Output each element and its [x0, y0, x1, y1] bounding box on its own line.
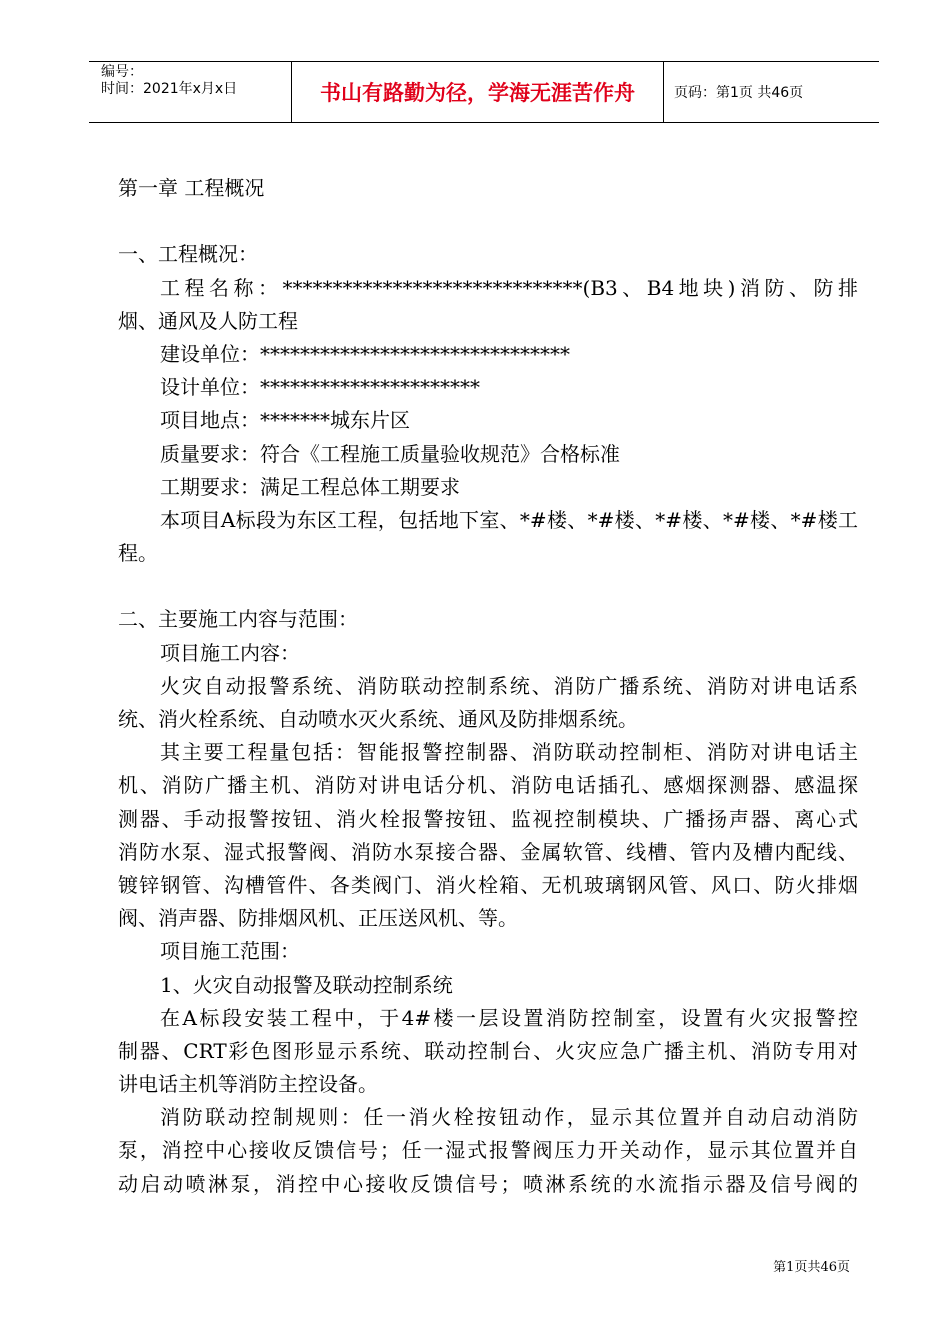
- document-body: [118, 172, 858, 1201]
- spacer: [118, 205, 858, 238]
- paragraph-line: 讲电话主机等消防主控设备。: [118, 1072, 378, 1097]
- paragraph-line: 建设单位：*******************************: [160, 341, 570, 366]
- section-heading: 一、工程概况：: [118, 242, 258, 267]
- paragraph-line: 镀锌钢管、沟槽管件、各类阀门、消火栓箱、无机玻璃钢风管、风口、防火排烟: [118, 872, 858, 897]
- paragraph-line: 统、消火栓系统、自动喷水灭火系统、通风及防排烟系统。: [118, 707, 638, 731]
- section-heading: 二、主要施工内容与范围：: [118, 607, 358, 632]
- paragraph-line: 1、火灾自动报警及联动控制系统: [160, 972, 453, 997]
- paragraph-line: 制器、CRT彩色图形显示系统、联动控制台、火灾应急广播主机、消防专用对: [118, 1038, 858, 1063]
- paragraph-line: 其主要工程量包括：智能报警控制器、消防联动控制柜、消防对讲电话主: [160, 740, 858, 765]
- spacer: [118, 570, 858, 603]
- header-meta: [89, 62, 291, 122]
- page-header: [89, 61, 879, 123]
- paragraph-line: 泵，消控中心接收反馈信号；任一湿式报警阀压力开关动作，显示其位置并自: [118, 1138, 858, 1163]
- paragraph-line: 测器、手动报警按钮、消火栓报警按钮、监视控制模块、广播扬声器、离心式: [118, 806, 858, 831]
- paragraph-line: 项目地点：*******城东片区: [160, 408, 410, 433]
- paragraph-line: 阀、消声器、防排烟风机、正压送风机、等。: [118, 906, 518, 931]
- paragraph-line: 工程名称：******************************(B3、B4地块)消防、防排: [160, 275, 858, 300]
- paragraph-line: 动启动喷淋泵，消控中心接收反馈信号；喷淋系统的水流指示器及信号阀的: [118, 1171, 858, 1196]
- paragraph-line: 项目施工内容：: [160, 640, 300, 665]
- header-motto: 书山有路勤为径，学海无涯苦作舟: [291, 62, 664, 122]
- paragraph-line: 项目施工范围：: [160, 939, 300, 964]
- paragraph-line: 消防联动控制规则：任一消火栓按钮动作，显示其位置并自动启动消防: [160, 1105, 858, 1130]
- header-page-info: 页码：第1页 共46页: [674, 85, 804, 101]
- paragraph-line: 本项目A标段为东区工程，包括地下室、*#楼、*#楼、*#楼、*#楼、*#楼工: [160, 507, 858, 532]
- paragraph-line: 工期要求：满足工程总体工期要求: [160, 474, 460, 499]
- document-number-label: 编号：: [101, 64, 143, 80]
- paragraph-line: 机、消防广播主机、消防对讲电话分机、消防电话插孔、感烟探测器、感温探: [118, 773, 858, 798]
- paragraph-line: 质量要求：符合《工程施工质量验收规范》合格标准: [160, 441, 620, 466]
- paragraph-line: 程。: [118, 541, 158, 566]
- paragraph-line: 烟、通风及人防工程: [118, 308, 298, 333]
- paragraph-line: 在A标段安装工程中，于4#楼一层设置消防控制室，设置有火灾报警控: [160, 1005, 858, 1030]
- document-time-label: 时间：2021年x月x日: [101, 81, 238, 97]
- paragraph-line: 火灾自动报警系统、消防联动控制系统、消防广播系统、消防对讲电话系: [160, 673, 858, 698]
- paragraph-line: 消防水泵、湿式报警阀、消防水泵接合器、金属软管、线槽、管内及槽内配线、: [118, 839, 858, 864]
- paragraph-line: 设计单位：**********************: [160, 375, 480, 400]
- chapter-title: 第一章 工程概况: [118, 176, 265, 200]
- page-footer: 第1页共46页: [773, 1260, 850, 1275]
